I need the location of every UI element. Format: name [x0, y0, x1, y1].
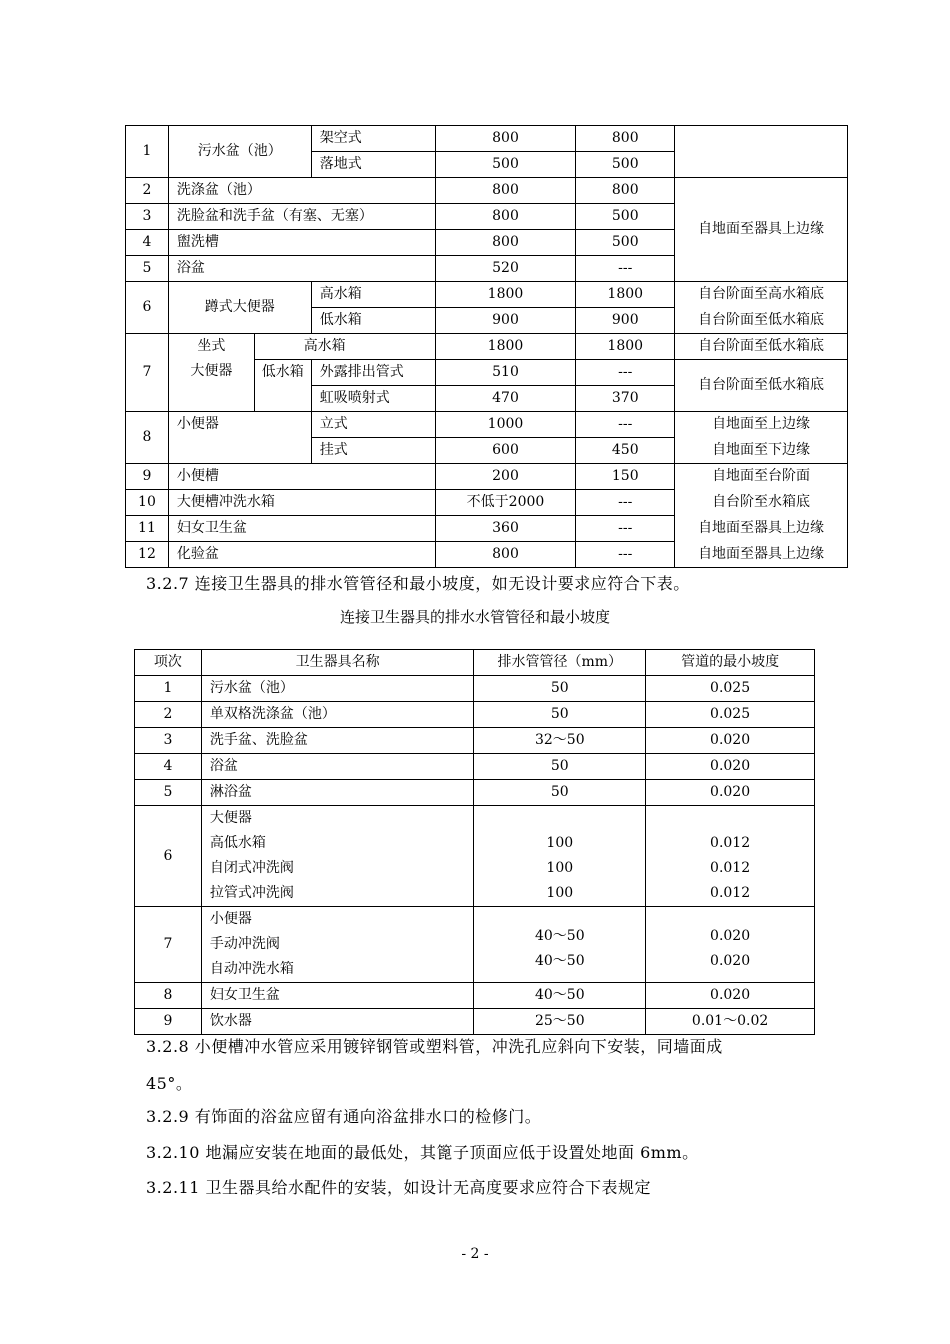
- fixture-name: 饮水器: [201, 1009, 474, 1035]
- height-value: 900: [435, 308, 576, 334]
- fixture-name: 洗脸盆和洗手盆（有塞、无塞）: [168, 204, 435, 230]
- fixture-name-line: 坐式: [197, 338, 226, 354]
- table-row: [126, 126, 848, 152]
- height-value: 1800: [576, 282, 675, 308]
- slope-value: 0.025: [646, 676, 815, 702]
- fixture-name: 洗手盆、洗脸盆: [201, 728, 474, 754]
- paragraph-3-2-9: 3.2.9 有饰面的浴盆应留有通向浴盆排水口的检修门。: [146, 1107, 542, 1126]
- height-value: 1800: [435, 334, 576, 360]
- note-cell: 自地面至上边缘: [675, 412, 848, 438]
- row-number: 6: [135, 806, 202, 907]
- height-value: 800: [435, 178, 576, 204]
- table-row: [135, 728, 815, 754]
- table-row: [135, 1009, 815, 1035]
- slope-value: 0.020: [646, 780, 815, 806]
- slope-line: 0.020: [710, 953, 751, 969]
- table-row: [135, 702, 815, 728]
- slope-value: 0.020: [646, 983, 815, 1009]
- height-value: 600: [435, 438, 576, 464]
- fixture-type: 挂式: [311, 438, 435, 464]
- height-value: 360: [435, 516, 576, 542]
- row-number: 6: [126, 282, 169, 334]
- row-number: 3: [126, 204, 169, 230]
- header-cell: 卫生器具名称: [201, 650, 474, 676]
- diameter-value: 40～50: [474, 983, 646, 1009]
- height-value: 800: [435, 126, 576, 152]
- table-row: [126, 542, 848, 568]
- fixture-name-line: 小便器: [209, 911, 252, 927]
- row-number: 7: [126, 334, 169, 412]
- fixture-name: 化验盆: [168, 542, 435, 568]
- fixture-name-line: 大便器: [190, 363, 233, 379]
- note-cell: 自台阶面至低水箱底: [675, 334, 848, 360]
- fixture-name: 淋浴盆: [201, 780, 474, 806]
- table-row: [135, 676, 815, 702]
- slope-value: 0.025: [646, 702, 815, 728]
- height-value: ---: [576, 516, 675, 542]
- diameter-line: 100: [546, 885, 574, 901]
- table-row: [126, 412, 848, 438]
- note-cell: 自地面至下边缘: [675, 438, 848, 464]
- note-cell: 自地面至器具上边缘: [675, 542, 848, 568]
- table-row: [135, 806, 815, 907]
- diameter-value: 50: [474, 754, 646, 780]
- fixture-name: 盥洗槽: [168, 230, 435, 256]
- diameter-line: 100: [546, 835, 574, 851]
- header-cell: 项次: [135, 650, 202, 676]
- height-value: 500: [435, 152, 576, 178]
- row-number: 7: [135, 907, 202, 983]
- height-value: 800: [435, 230, 576, 256]
- note-cell: 自台阶面至高水箱底: [675, 282, 848, 308]
- row-number: 9: [135, 1009, 202, 1035]
- fixture-name: 大便槽冲洗水箱: [168, 490, 435, 516]
- diameter-value: 32～50: [474, 728, 646, 754]
- height-value: ---: [576, 256, 675, 282]
- slope-line: 0.012: [710, 835, 751, 851]
- fixture-name: 妇女卫生盆: [201, 983, 474, 1009]
- table-row: [126, 282, 848, 308]
- paragraph-3-2-8: 3.2.8 小便槽冲水管应采用镀锌钢管或塑料管，冲洗孔应斜向下安装，同墙面成: [146, 1037, 723, 1056]
- fixture-name: 浴盆: [168, 256, 435, 282]
- note-cell: 自台阶至水箱底: [675, 490, 848, 516]
- mounting-height-table: [125, 125, 848, 568]
- height-value: 500: [576, 230, 675, 256]
- note-cell: 自地面至器具上边缘: [675, 178, 848, 282]
- height-value: 520: [435, 256, 576, 282]
- diameter-value: 50: [474, 780, 646, 806]
- height-value: 900: [576, 308, 675, 334]
- note-cell: 自台阶面至低水箱底: [675, 308, 848, 334]
- fixture-name-line: 自闭式冲洗阀: [209, 860, 294, 876]
- fixture-subtype: 外露排出管式: [311, 360, 435, 386]
- fixture-name: 浴盆: [201, 754, 474, 780]
- table-header-row: [135, 650, 815, 676]
- diameter-value: 25～50: [474, 1009, 646, 1035]
- slope-value: 0.020: [646, 754, 815, 780]
- height-value: ---: [576, 412, 675, 438]
- height-value: 370: [576, 386, 675, 412]
- fixture-type: 低水箱: [311, 308, 435, 334]
- paragraph-3-2-11: 3.2.11 卫生器具给水配件的安装，如设计无高度要求应符合下表规定: [146, 1178, 651, 1197]
- note-cell: 自台阶面至低水箱底: [675, 360, 848, 412]
- row-number: 2: [126, 178, 169, 204]
- diameter-value: [474, 806, 646, 907]
- slope-value: 0.020: [646, 728, 815, 754]
- row-number: 1: [126, 126, 169, 178]
- row-number: 9: [126, 464, 169, 490]
- height-value: 500: [576, 152, 675, 178]
- slope-value: [646, 907, 815, 983]
- fixture-name: 污水盆（池）: [201, 676, 474, 702]
- fixture-name: 蹲式大便器: [168, 282, 311, 334]
- table-row: [135, 754, 815, 780]
- height-value: 200: [435, 464, 576, 490]
- height-value: 500: [576, 204, 675, 230]
- slope-line: 0.020: [710, 928, 751, 944]
- table-row: [126, 490, 848, 516]
- height-value: 1800: [435, 282, 576, 308]
- diameter-value: 50: [474, 676, 646, 702]
- height-value: 800: [435, 204, 576, 230]
- page-number: - 2 -: [461, 1246, 489, 1262]
- row-number: 3: [135, 728, 202, 754]
- diameter-value: [474, 907, 646, 983]
- row-number: 12: [126, 542, 169, 568]
- fixture-name: 小便器: [168, 412, 311, 464]
- height-value: ---: [576, 542, 675, 568]
- table-row: [135, 983, 815, 1009]
- fixture-name: 单双格洗涤盆（池）: [201, 702, 474, 728]
- fixture-type: 架空式: [311, 126, 435, 152]
- paragraph-3-2-8-cont: 45°。: [146, 1074, 193, 1093]
- slope-line: 0.012: [710, 860, 751, 876]
- fixture-name-line: 拉管式冲洗阀: [209, 885, 294, 901]
- slope-line: 0.012: [710, 885, 751, 901]
- fixture-name-line: 大便器: [209, 810, 252, 826]
- fixture-name: 妇女卫生盆: [168, 516, 435, 542]
- diameter-line: 40～50: [534, 928, 585, 944]
- height-value: 1000: [435, 412, 576, 438]
- row-number: 4: [135, 754, 202, 780]
- row-number: 8: [126, 412, 169, 464]
- fixture-name: [168, 334, 254, 412]
- diameter-value: 50: [474, 702, 646, 728]
- fixture-name: [201, 806, 474, 907]
- table-row: [135, 780, 815, 806]
- row-number: 5: [126, 256, 169, 282]
- fixture-name: 小便槽: [168, 464, 435, 490]
- fixture-type: 低水箱: [254, 360, 311, 412]
- slope-value: 0.01～0.02: [646, 1009, 815, 1035]
- height-value: 不低于2000: [435, 490, 576, 516]
- height-value: ---: [576, 490, 675, 516]
- row-number: 2: [135, 702, 202, 728]
- fixture-name-line: 自动冲洗水箱: [209, 961, 294, 977]
- table-row: [126, 516, 848, 542]
- fixture-name: 洗涤盆（池）: [168, 178, 435, 204]
- drain-pipe-table: [134, 649, 815, 1035]
- row-number: 10: [126, 490, 169, 516]
- row-number: 4: [126, 230, 169, 256]
- diameter-line: 100: [546, 860, 574, 876]
- fixture-name-line: 手动冲洗阀: [209, 936, 280, 952]
- table-caption: 连接卫生器具的排水水管管径和最小坡度: [339, 608, 610, 626]
- header-cell: 管道的最小坡度: [646, 650, 815, 676]
- row-number: 1: [135, 676, 202, 702]
- fixture-name: [201, 907, 474, 983]
- table-row: [126, 464, 848, 490]
- fixture-subtype: 虹吸喷射式: [311, 386, 435, 412]
- note-cell: [675, 126, 848, 178]
- height-value: 510: [435, 360, 576, 386]
- fixture-type: 立式: [311, 412, 435, 438]
- fixture-name: 污水盆（池）: [168, 126, 311, 178]
- header-cell: 排水管管径（mm）: [474, 650, 646, 676]
- height-value: 450: [576, 438, 675, 464]
- height-value: 150: [576, 464, 675, 490]
- height-value: 1800: [576, 334, 675, 360]
- row-number: 11: [126, 516, 169, 542]
- height-value: 800: [576, 178, 675, 204]
- fixture-name-line: 高低水箱: [209, 835, 266, 851]
- diameter-line: 40～50: [534, 953, 585, 969]
- row-number: 8: [135, 983, 202, 1009]
- height-value: 800: [435, 542, 576, 568]
- height-value: ---: [576, 360, 675, 386]
- table-row: [126, 178, 848, 204]
- fixture-type: 落地式: [311, 152, 435, 178]
- fixture-type: 高水箱: [254, 334, 435, 360]
- note-cell: 自地面至台阶面: [675, 464, 848, 490]
- table-row: [135, 907, 815, 983]
- height-value: 470: [435, 386, 576, 412]
- note-cell: 自地面至器具上边缘: [675, 516, 848, 542]
- fixture-type: 高水箱: [311, 282, 435, 308]
- slope-value: [646, 806, 815, 907]
- paragraph-3-2-10: 3.2.10 地漏应安装在地面的最低处，其篦子顶面应低于设置处地面 6mm。: [146, 1143, 699, 1162]
- height-value: 800: [576, 126, 675, 152]
- paragraph-3-2-7: 3.2.7 连接卫生器具的排水管管径和最小坡度，如无设计要求应符合下表。: [146, 574, 690, 593]
- row-number: 5: [135, 780, 202, 806]
- table-row: [126, 334, 848, 360]
